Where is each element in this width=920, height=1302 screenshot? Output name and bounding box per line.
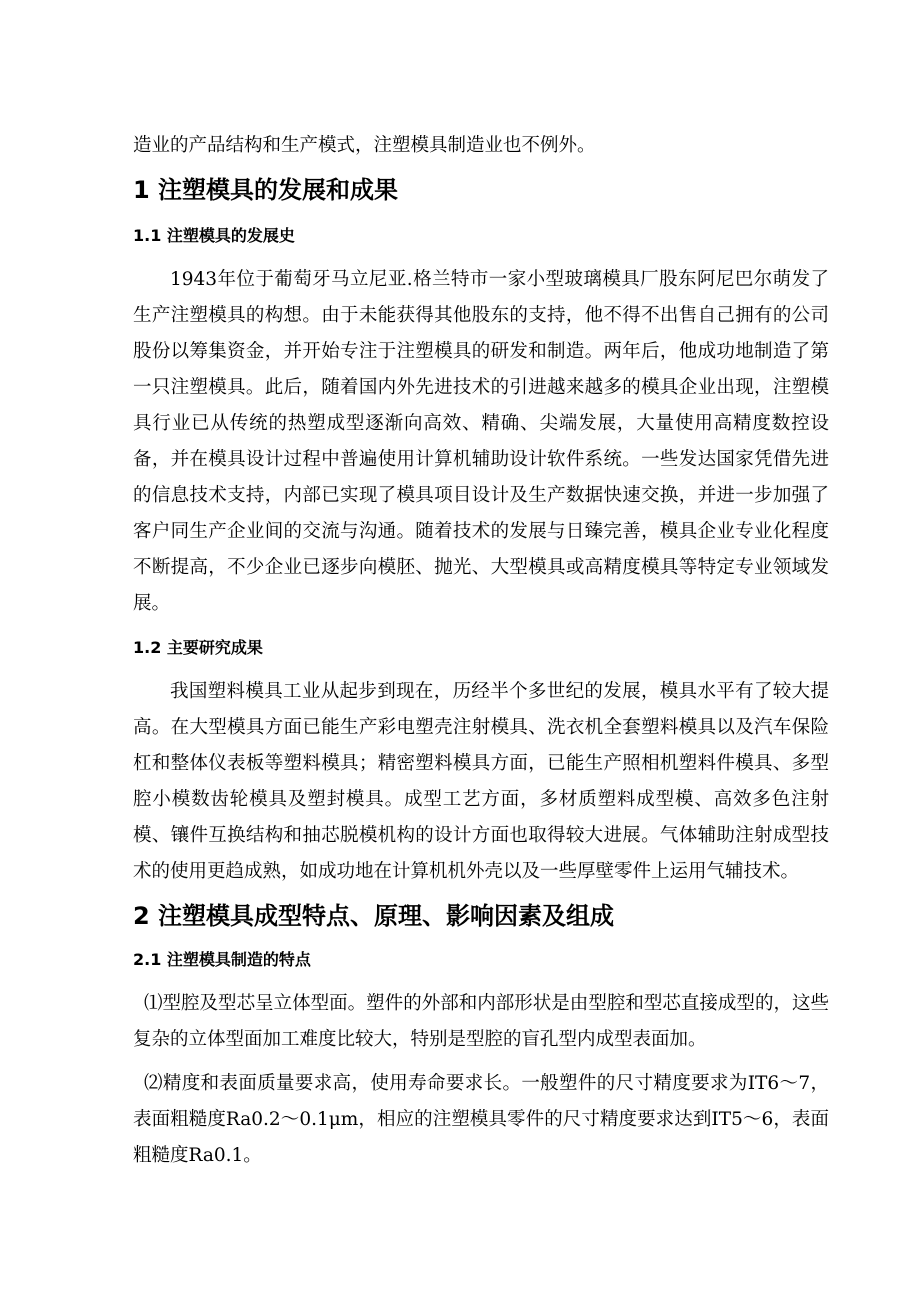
- section-2-1-item-2: ⑵精度和表面质量要求高，使用寿命要求长。一般塑件的尺寸精度要求为IT6～7，表面粗糙度Ra0.2～0.1μm，相应的注塑模具零件的尺寸精度要求达到IT5～6，表面粗糙度Ra0.1。: [133, 1073, 829, 1166]
- section-2-heading: 2 注塑模具成型特点、原理、影响因素及组成: [133, 902, 615, 930]
- section-1-2-heading: 1.2 主要研究成果: [133, 638, 263, 657]
- section-1-heading: 1 注塑模具的发展和成果: [133, 176, 399, 204]
- section-1-1-paragraph: 1943年位于葡萄牙马立尼亚.格兰特市一家小型玻璃模具厂股东阿尼巴尔萌发了生产注塑模具的构想。由于未能获得其他股东的支持，他不得不出售自己拥有的公司股份以筹集资金，并开始专注于注塑模具的研发和制造。两年后，他成功地制造了第一只注塑模具。此后，随着国内外先进技术的引进越来越多的模具企业出现，注塑模具行业已从传统的热塑成型逐渐向高效、精确、尖端发展，大量使用高精度数控设备，并在模具设计过程中普遍使用计算机辅助设计软件系统。一些发达国家凭借先进的信息技术支持，内部已实现了模具项目设计及生产数据快速交换，并进一步加强了客户同生产企业间的交流与沟通。随着技术的发展与日臻完善，模具企业专业化程度不断提高，不少企业已逐步向模胚、抛光、大型模具或高精度模具等特定专业领域发展。: [133, 269, 829, 614]
- document-page: [133, 128, 829, 1174]
- intro-paragraph-fragment: 造业的产品结构和生产模式，注塑模具制造业也不例外。: [133, 135, 596, 156]
- section-2-1-heading: 2.1 注塑模具制造的特点: [133, 950, 311, 969]
- section-2-1-item-1: ⑴型腔及型芯呈立体型面。塑件的外部和内部形状是由型腔和型芯直接成型的，这些复杂的立体型面加工难度比较大，特别是型腔的盲孔型内成型表面加。: [133, 993, 829, 1050]
- section-1-2-paragraph: 我国塑料模具工业从起步到现在，历经半个多世纪的发展，模具水平有了较大提高。在大型模具方面已能生产彩电塑壳注射模具、洗衣机全套塑料模具以及汽车保险杠和整体仪表板等塑料模具；精密塑料模具方面，已能生产照相机塑料件模具、多型腔小模数齿轮模具及塑封模具。成型工艺方面，多材质塑料成型模、高效多色注射模、镶件互换结构和抽芯脱模机构的设计方面也取得较大进展。气体辅助注射成型技术的使用更趋成熟，如成功地在计算机机外壳以及一些厚壁零件上运用气辅技术。: [133, 681, 829, 882]
- section-1-1-heading: 1.1 注塑模具的发展史: [133, 226, 295, 245]
